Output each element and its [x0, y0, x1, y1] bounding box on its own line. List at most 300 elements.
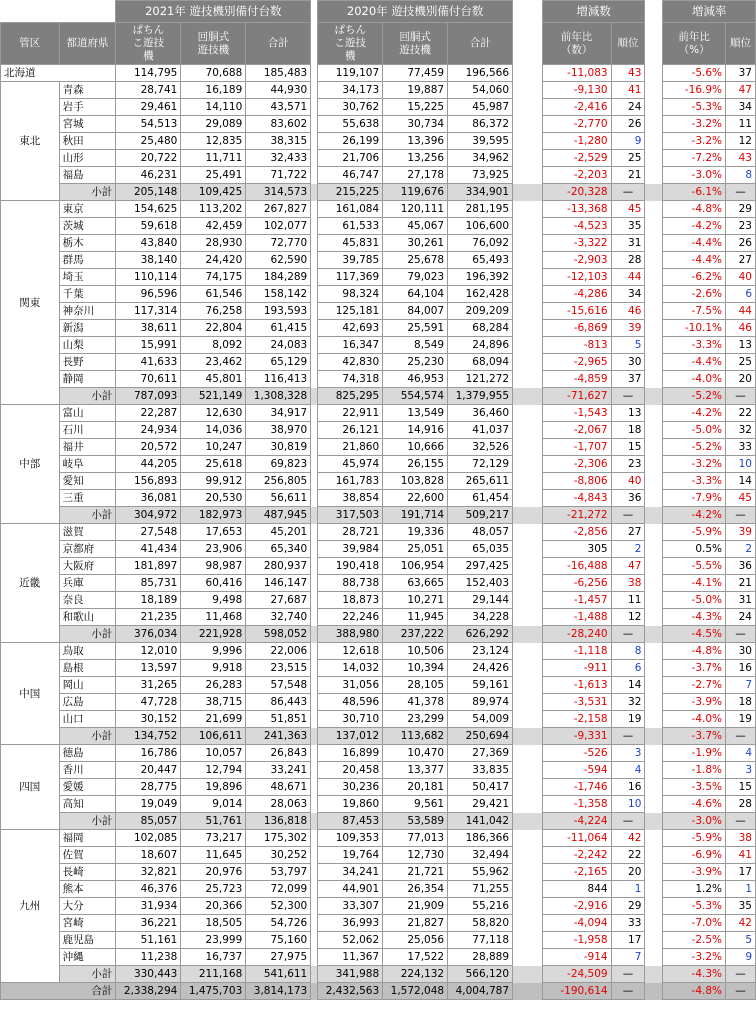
prefecture-cell: 長野	[59, 354, 116, 371]
diff-cell: -13,368	[542, 201, 611, 218]
diff-rank-cell: 37	[611, 371, 645, 388]
prefecture-cell: 石川	[59, 422, 116, 439]
prefecture-cell: 福井	[59, 439, 116, 456]
rate-rank-cell: 6	[726, 286, 756, 303]
diff-rank-cell: 33	[611, 915, 645, 932]
kaidou-2020-cell: 15,225	[383, 99, 448, 116]
rate-rank-cell: —	[726, 388, 756, 405]
total-2020-cell: 76,092	[448, 235, 513, 252]
subtotal-row	[1, 966, 756, 983]
pachinko-2020-cell: 215,225	[318, 184, 383, 201]
pachinko-2020-cell: 44,901	[318, 881, 383, 898]
diff-cell: -813	[542, 337, 611, 354]
kaidou-2020-cell: 20,181	[383, 779, 448, 796]
total-2021-cell: 158,142	[246, 286, 311, 303]
pachinko-2021-cell: 304,972	[116, 507, 181, 524]
pachinko-2021-cell: 21,235	[116, 609, 181, 626]
table-row	[1, 405, 756, 422]
pachinko-2021-cell: 28,741	[116, 82, 181, 99]
kaidou-2020-cell: 10,506	[383, 643, 448, 660]
diff-cell: -2,203	[542, 167, 611, 184]
rate-cell: -4.2%	[663, 405, 726, 422]
header-pachinko-2020: ぱちんこ遊技機	[318, 23, 383, 65]
prefecture-cell: 福島	[59, 167, 116, 184]
pachinko-2020-cell: 42,693	[318, 320, 383, 337]
kaidou-2020-cell: 25,056	[383, 932, 448, 949]
region-cell: 北海道	[1, 65, 116, 82]
kaidou-2021-cell: 17,653	[181, 524, 246, 541]
table-row	[1, 643, 756, 660]
table-row	[1, 473, 756, 490]
rate-cell: -3.7%	[663, 660, 726, 677]
prefecture-cell: 新潟	[59, 320, 116, 337]
diff-cell: -2,770	[542, 116, 611, 133]
diff-cell: -20,328	[542, 184, 611, 201]
rate-cell: 1.2%	[663, 881, 726, 898]
total-2021-cell: 27,975	[246, 949, 311, 966]
kaidou-2021-cell: 16,737	[181, 949, 246, 966]
kaidou-2021-cell: 9,014	[181, 796, 246, 813]
rate-rank-cell: 43	[726, 150, 756, 167]
total-2020-cell: 106,600	[448, 218, 513, 235]
kaidou-2020-cell: 84,007	[383, 303, 448, 320]
total-2020-cell: 297,425	[448, 558, 513, 575]
rate-cell: -5.0%	[663, 592, 726, 609]
rate-rank-cell: 15	[726, 779, 756, 796]
pachinko-2021-cell: 29,461	[116, 99, 181, 116]
rate-rank-cell: 33	[726, 439, 756, 456]
diff-cell: -2,916	[542, 898, 611, 915]
kaidou-2020-cell: 11,945	[383, 609, 448, 626]
kaidou-2021-cell: 23,906	[181, 541, 246, 558]
kaidou-2021-cell: 11,468	[181, 609, 246, 626]
rate-cell: -10.1%	[663, 320, 726, 337]
kaidou-2020-cell: 25,230	[383, 354, 448, 371]
diff-cell: -1,613	[542, 677, 611, 694]
kaidou-2020-cell: 26,155	[383, 456, 448, 473]
table-row	[1, 269, 756, 286]
header-total-2021: 合計	[246, 23, 311, 65]
pachinko-2020-cell: 19,764	[318, 847, 383, 864]
pachinko-2021-cell: 47,728	[116, 694, 181, 711]
rate-cell: -16.9%	[663, 82, 726, 99]
total-2020-cell: 121,272	[448, 371, 513, 388]
table-row	[1, 541, 756, 558]
pachinko-2021-cell: 41,633	[116, 354, 181, 371]
total-2021-cell: 1,308,328	[246, 388, 311, 405]
pachinko-2020-cell: 28,721	[318, 524, 383, 541]
kaidou-2020-cell: 9,561	[383, 796, 448, 813]
rate-rank-cell: 11	[726, 116, 756, 133]
total-2020-cell: 50,417	[448, 779, 513, 796]
pachinko-2021-cell: 24,934	[116, 422, 181, 439]
total-2020-cell: 250,694	[448, 728, 513, 745]
kaidou-2021-cell: 20,976	[181, 864, 246, 881]
prefecture-cell: 岐阜	[59, 456, 116, 473]
total-2021-cell: 72,770	[246, 235, 311, 252]
rate-rank-cell: 31	[726, 592, 756, 609]
diff-rank-cell: 22	[611, 847, 645, 864]
rate-cell: -2.6%	[663, 286, 726, 303]
kaidou-2021-cell: 521,149	[181, 388, 246, 405]
diff-rank-cell: 4	[611, 762, 645, 779]
pachinko-2021-cell: 20,447	[116, 762, 181, 779]
total-2020-cell: 34,228	[448, 609, 513, 626]
diff-cell: -1,488	[542, 609, 611, 626]
prefecture-cell: 徳島	[59, 745, 116, 762]
kaidou-2021-cell: 9,996	[181, 643, 246, 660]
table-row	[1, 354, 756, 371]
kaidou-2021-cell: 98,987	[181, 558, 246, 575]
pachinko-2021-cell: 31,265	[116, 677, 181, 694]
pachinko-2020-cell: 119,107	[318, 65, 383, 82]
kaidou-2020-cell: 106,954	[383, 558, 448, 575]
kaidou-2020-cell: 13,549	[383, 405, 448, 422]
table-row	[1, 439, 756, 456]
diff-rank-cell: 45	[611, 201, 645, 218]
diff-rank-cell: 24	[611, 99, 645, 116]
rate-cell: -4.3%	[663, 609, 726, 626]
subtotal-label: 小計	[59, 813, 116, 830]
prefecture-cell: 滋賀	[59, 524, 116, 541]
rate-rank-cell: 46	[726, 320, 756, 337]
kaidou-2021-cell: 1,475,703	[181, 983, 246, 1000]
diff-cell: -1,746	[542, 779, 611, 796]
rate-cell: -1.8%	[663, 762, 726, 779]
diff-cell: -2,965	[542, 354, 611, 371]
rate-rank-cell: 1	[726, 881, 756, 898]
total-2021-cell: 175,302	[246, 830, 311, 847]
rate-cell: -6.2%	[663, 269, 726, 286]
total-2020-cell: 45,987	[448, 99, 513, 116]
pachinko-2021-cell: 787,093	[116, 388, 181, 405]
total-2020-cell: 54,060	[448, 82, 513, 99]
diff-cell: -1,280	[542, 133, 611, 150]
total-2020-cell: 68,094	[448, 354, 513, 371]
rate-cell: -3.2%	[663, 133, 726, 150]
total-2020-cell: 32,494	[448, 847, 513, 864]
total-2021-cell: 280,937	[246, 558, 311, 575]
pachinko-2021-cell: 85,731	[116, 575, 181, 592]
pachinko-2020-cell: 55,638	[318, 116, 383, 133]
table-row	[1, 558, 756, 575]
total-2020-cell: 41,037	[448, 422, 513, 439]
subtotal-label: 小計	[59, 388, 116, 405]
diff-rank-cell: —	[611, 983, 645, 1000]
kaidou-2020-cell: 28,105	[383, 677, 448, 694]
pachinko-2021-cell: 30,152	[116, 711, 181, 728]
diff-rank-cell: —	[611, 728, 645, 745]
rate-rank-cell: 12	[726, 133, 756, 150]
pachinko-2021-cell: 38,140	[116, 252, 181, 269]
diff-cell: -2,529	[542, 150, 611, 167]
diff-rank-cell: 28	[611, 252, 645, 269]
diff-rank-cell: 32	[611, 694, 645, 711]
diff-rank-cell: —	[611, 507, 645, 524]
diff-cell: -1,118	[542, 643, 611, 660]
pachinko-2020-cell: 18,873	[318, 592, 383, 609]
diff-cell: -2,067	[542, 422, 611, 439]
kaidou-2020-cell: 8,549	[383, 337, 448, 354]
pachinko-2021-cell: 110,114	[116, 269, 181, 286]
total-2021-cell: 56,611	[246, 490, 311, 507]
rate-cell: -7.5%	[663, 303, 726, 320]
pachinko-2021-cell: 36,081	[116, 490, 181, 507]
total-2020-cell: 34,962	[448, 150, 513, 167]
total-2020-cell: 77,118	[448, 932, 513, 949]
table-row	[1, 116, 756, 133]
diff-rank-cell: 10	[611, 796, 645, 813]
total-2021-cell: 193,593	[246, 303, 311, 320]
pachinko-2021-cell: 41,434	[116, 541, 181, 558]
table-row	[1, 847, 756, 864]
kaidou-2021-cell: 109,425	[181, 184, 246, 201]
kaidou-2021-cell: 25,491	[181, 167, 246, 184]
pachinko-2021-cell: 20,572	[116, 439, 181, 456]
prefecture-cell: 鹿児島	[59, 932, 116, 949]
header-rate-rank: 順位	[726, 23, 756, 65]
diff-cell: -1,358	[542, 796, 611, 813]
diff-cell: -4,286	[542, 286, 611, 303]
table-row	[1, 371, 756, 388]
total-2021-cell: 30,252	[246, 847, 311, 864]
total-2020-cell: 59,161	[448, 677, 513, 694]
rate-rank-cell: 22	[726, 405, 756, 422]
diff-rank-cell: 34	[611, 286, 645, 303]
rate-rank-cell: 20	[726, 371, 756, 388]
kaidou-2020-cell: 13,256	[383, 150, 448, 167]
rate-cell: -4.0%	[663, 711, 726, 728]
total-2021-cell: 38,315	[246, 133, 311, 150]
total-2021-cell: 61,415	[246, 320, 311, 337]
total-2020-cell: 89,974	[448, 694, 513, 711]
total-2021-cell: 32,433	[246, 150, 311, 167]
table-row	[1, 711, 756, 728]
kaidou-2020-cell: 30,734	[383, 116, 448, 133]
prefecture-cell: 広島	[59, 694, 116, 711]
pachinko-2021-cell: 181,897	[116, 558, 181, 575]
rate-cell: -5.9%	[663, 524, 726, 541]
table-row	[1, 915, 756, 932]
table-row	[1, 490, 756, 507]
table-row	[1, 677, 756, 694]
table-row	[1, 830, 756, 847]
diff-rank-cell: 44	[611, 269, 645, 286]
rate-cell: -4.8%	[663, 201, 726, 218]
table-row	[1, 779, 756, 796]
rate-cell: -5.0%	[663, 422, 726, 439]
pachinko-2021-cell: 134,752	[116, 728, 181, 745]
kaidou-2021-cell: 51,761	[181, 813, 246, 830]
total-2021-cell: 26,843	[246, 745, 311, 762]
pachinko-2021-cell: 36,221	[116, 915, 181, 932]
pachinko-2021-cell: 19,049	[116, 796, 181, 813]
pachinko-2021-cell: 32,821	[116, 864, 181, 881]
diff-rank-cell: 35	[611, 218, 645, 235]
total-2020-cell: 55,216	[448, 898, 513, 915]
diff-rank-cell: 20	[611, 864, 645, 881]
diff-rank-cell: —	[611, 388, 645, 405]
rate-cell: -3.2%	[663, 949, 726, 966]
rate-cell: -2.5%	[663, 932, 726, 949]
total-2021-cell: 598,052	[246, 626, 311, 643]
subtotal-label: 小計	[59, 184, 116, 201]
rate-rank-cell: 8	[726, 167, 756, 184]
rate-cell: -1.9%	[663, 745, 726, 762]
rate-rank-cell: 27	[726, 252, 756, 269]
prefecture-cell: 秋田	[59, 133, 116, 150]
total-2021-cell: 28,063	[246, 796, 311, 813]
rate-cell: -4.4%	[663, 354, 726, 371]
prefecture-cell: 神奈川	[59, 303, 116, 320]
total-2021-cell: 314,573	[246, 184, 311, 201]
kaidou-2020-cell: 19,336	[383, 524, 448, 541]
diff-cell: -12,103	[542, 269, 611, 286]
diff-rank-cell: 2	[611, 541, 645, 558]
diff-rank-cell: 14	[611, 677, 645, 694]
table-row	[1, 949, 756, 966]
table-row	[1, 796, 756, 813]
pachinko-2021-cell: 330,443	[116, 966, 181, 983]
pachinko-2020-cell: 26,199	[318, 133, 383, 150]
pachinko-2020-cell: 48,596	[318, 694, 383, 711]
region-cell: 九州	[1, 830, 60, 983]
prefecture-cell: 香川	[59, 762, 116, 779]
rate-rank-cell: 45	[726, 490, 756, 507]
total-2021-cell: 75,160	[246, 932, 311, 949]
kaidou-2020-cell: 21,827	[383, 915, 448, 932]
rate-rank-cell: 9	[726, 949, 756, 966]
pachinko-2020-cell: 317,503	[318, 507, 383, 524]
rate-rank-cell: 25	[726, 354, 756, 371]
total-2021-cell: 32,740	[246, 609, 311, 626]
header-blank	[1, 1, 116, 23]
diff-cell: -3,531	[542, 694, 611, 711]
kaidou-2021-cell: 26,283	[181, 677, 246, 694]
kaidou-2021-cell: 42,459	[181, 218, 246, 235]
diff-cell: -2,903	[542, 252, 611, 269]
pachinko-2020-cell: 38,854	[318, 490, 383, 507]
kaidou-2021-cell: 22,804	[181, 320, 246, 337]
total-2020-cell: 65,493	[448, 252, 513, 269]
rate-rank-cell: 17	[726, 864, 756, 881]
rate-cell: -6.1%	[663, 184, 726, 201]
rate-rank-cell: 4	[726, 745, 756, 762]
table-row	[1, 167, 756, 184]
total-2020-cell: 265,611	[448, 473, 513, 490]
total-2020-cell: 186,366	[448, 830, 513, 847]
total-2021-cell: 541,611	[246, 966, 311, 983]
kaidou-2020-cell: 64,104	[383, 286, 448, 303]
table-row	[1, 660, 756, 677]
pachinko-2021-cell: 43,840	[116, 235, 181, 252]
prefecture-cell: 埼玉	[59, 269, 116, 286]
kaidou-2020-cell: 25,678	[383, 252, 448, 269]
kaidou-2020-cell: 22,600	[383, 490, 448, 507]
kaidou-2021-cell: 9,918	[181, 660, 246, 677]
kaidou-2021-cell: 9,498	[181, 592, 246, 609]
kaidou-2020-cell: 17,522	[383, 949, 448, 966]
diff-rank-cell: 9	[611, 133, 645, 150]
table-row	[1, 456, 756, 473]
total-2020-cell: 29,421	[448, 796, 513, 813]
rate-cell: 0.5%	[663, 541, 726, 558]
rate-cell: -4.5%	[663, 626, 726, 643]
pachinko-2021-cell: 46,231	[116, 167, 181, 184]
diff-cell: -21,272	[542, 507, 611, 524]
rate-cell: -3.9%	[663, 864, 726, 881]
kaidou-2021-cell: 24,420	[181, 252, 246, 269]
total-2020-cell: 281,195	[448, 201, 513, 218]
kaidou-2020-cell: 77,013	[383, 830, 448, 847]
rate-cell: -7.0%	[663, 915, 726, 932]
total-2021-cell: 57,548	[246, 677, 311, 694]
diff-cell: -4,523	[542, 218, 611, 235]
diff-rank-cell: 38	[611, 575, 645, 592]
rate-rank-cell: —	[726, 813, 756, 830]
pachinko-2021-cell: 102,085	[116, 830, 181, 847]
diff-cell: -1,543	[542, 405, 611, 422]
rate-cell: -4.2%	[663, 218, 726, 235]
rate-cell: -3.0%	[663, 167, 726, 184]
diff-cell: -594	[542, 762, 611, 779]
kaidou-2021-cell: 18,505	[181, 915, 246, 932]
table-row	[1, 286, 756, 303]
total-2021-cell: 30,819	[246, 439, 311, 456]
kaidou-2020-cell: 27,178	[383, 167, 448, 184]
kaidou-2020-cell: 23,299	[383, 711, 448, 728]
grand-total-label: 合計	[1, 983, 116, 1000]
rate-cell: -6.9%	[663, 847, 726, 864]
header-kanku: 管区	[1, 23, 60, 65]
kaidou-2021-cell: 20,366	[181, 898, 246, 915]
rate-rank-cell: 24	[726, 609, 756, 626]
rate-rank-cell: 16	[726, 660, 756, 677]
total-2021-cell: 44,930	[246, 82, 311, 99]
kaidou-2021-cell: 11,645	[181, 847, 246, 864]
pachinko-2021-cell: 11,238	[116, 949, 181, 966]
pachinko-2020-cell: 21,706	[318, 150, 383, 167]
pachinko-2020-cell: 388,980	[318, 626, 383, 643]
total-2021-cell: 102,077	[246, 218, 311, 235]
rate-cell: -5.3%	[663, 898, 726, 915]
kaidou-2020-cell: 554,574	[383, 388, 448, 405]
pachinko-2021-cell: 59,618	[116, 218, 181, 235]
diff-rank-cell: 21	[611, 167, 645, 184]
total-2020-cell: 509,217	[448, 507, 513, 524]
total-2020-cell: 61,454	[448, 490, 513, 507]
diff-cell: 305	[542, 541, 611, 558]
table-row	[1, 82, 756, 99]
kaidou-2021-cell: 16,189	[181, 82, 246, 99]
diff-rank-cell: 29	[611, 898, 645, 915]
total-2021-cell: 33,241	[246, 762, 311, 779]
total-2020-cell: 626,292	[448, 626, 513, 643]
pachinko-2020-cell: 125,181	[318, 303, 383, 320]
total-2021-cell: 45,201	[246, 524, 311, 541]
subtotal-label: 小計	[59, 626, 116, 643]
table-row	[1, 745, 756, 762]
prefecture-cell: 山形	[59, 150, 116, 167]
rate-cell: -4.3%	[663, 966, 726, 983]
total-2021-cell: 24,083	[246, 337, 311, 354]
diff-rank-cell: —	[611, 184, 645, 201]
kaidou-2021-cell: 70,688	[181, 65, 246, 82]
kaidou-2020-cell: 79,023	[383, 269, 448, 286]
prefecture-cell: 群馬	[59, 252, 116, 269]
pachinko-2020-cell: 20,458	[318, 762, 383, 779]
pachinko-2020-cell: 137,012	[318, 728, 383, 745]
